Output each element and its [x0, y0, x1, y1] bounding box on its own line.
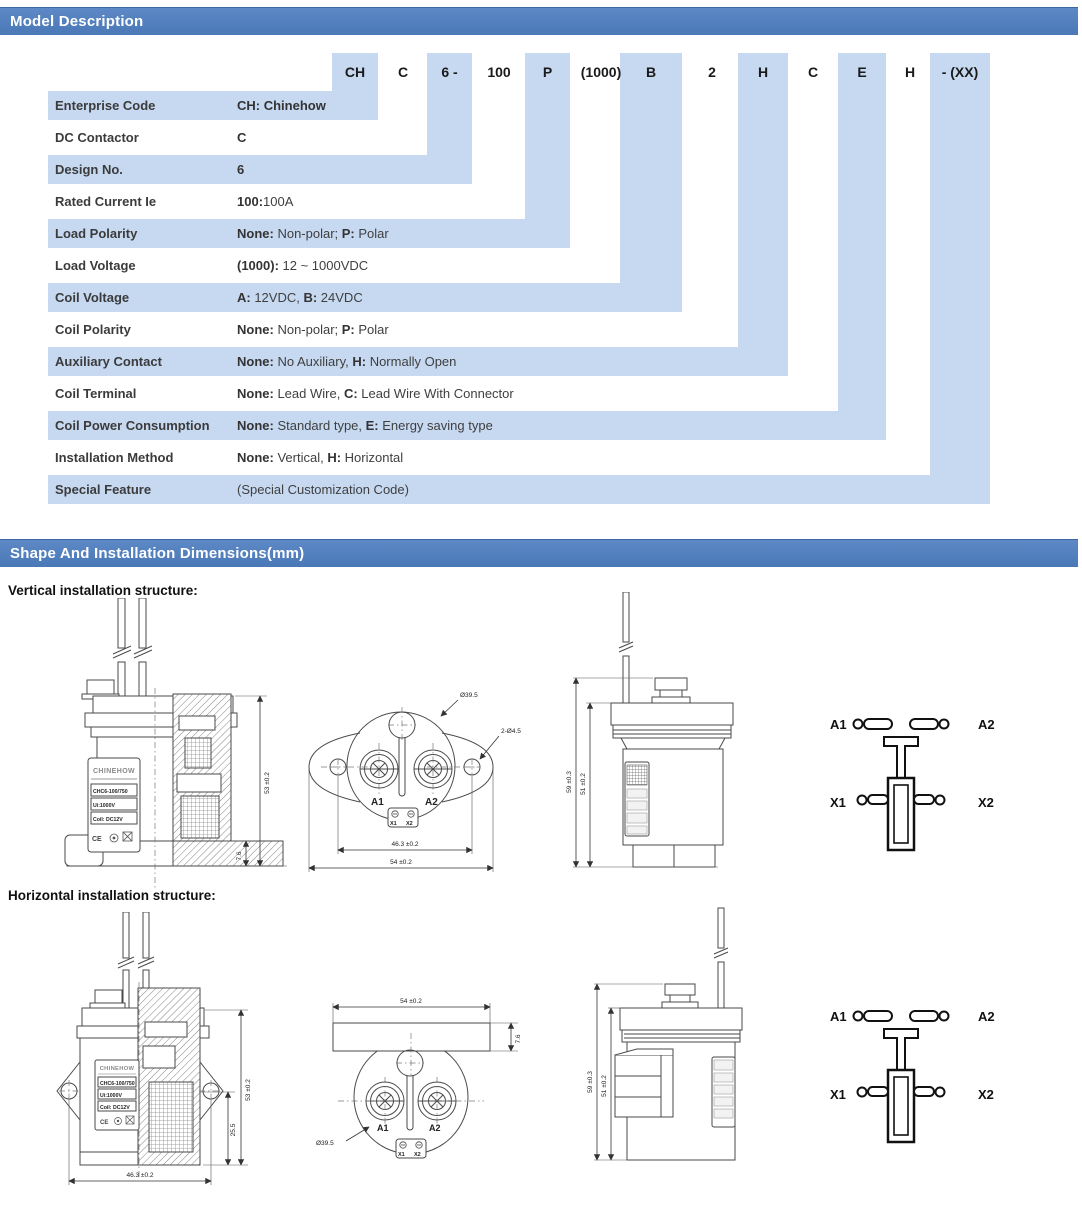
terminal-wire [619, 592, 633, 703]
dimension-7-6 [490, 1023, 522, 1051]
aux-label-x2: X2 [406, 821, 413, 827]
nameplate-brand: CHINEHOW [92, 768, 136, 775]
horizontal-structure-label: Horizontal installation structure: [8, 888, 216, 903]
model-row-label: Special Feature [55, 482, 152, 497]
model-row-label: Load Polarity [55, 226, 138, 241]
model-row-label: Design No. [55, 162, 123, 177]
model-row-label: Load Voltage [55, 258, 136, 273]
dimension-51 [580, 703, 611, 867]
symbol-label-a2: A2 [978, 1009, 995, 1024]
model-row-description: None: Non-polar; P: Polar [237, 226, 389, 241]
leader-diameter [441, 692, 478, 716]
code-part-coil-polarity: 2 [708, 64, 716, 80]
code-part-load-voltage: (1000) [580, 64, 622, 80]
dimension-label: 46.3 ±0.2 [126, 1172, 154, 1179]
housing-outline [309, 712, 493, 820]
model-row [48, 91, 998, 120]
dimension-label: Ø39.5 [460, 692, 478, 699]
model-code-diagram [48, 53, 998, 507]
model-row-description: None: No Auxiliary, H: Normally Open [237, 354, 457, 369]
terminal-label-a1: A1 [377, 1123, 389, 1133]
model-row-description: 100:100A [237, 194, 294, 209]
dimension-label: 7.6 [236, 851, 243, 861]
nameplate-coil: Coil: DC12V [93, 817, 123, 823]
model-row [48, 347, 998, 376]
model-row [48, 443, 998, 472]
model-row [48, 251, 998, 280]
section-title: Model Description [10, 13, 144, 30]
model-row [48, 283, 998, 312]
dimension-label: 59 ±0.3 [587, 1071, 594, 1093]
model-row-label: Coil Terminal [55, 386, 137, 401]
section-hatching [138, 988, 200, 1165]
model-row-description: A: 12VDC, B: 24VDC [237, 290, 363, 305]
model-row [48, 123, 998, 152]
nameplate-voltage: Ui:1000V [93, 803, 115, 809]
leader-diameter [316, 1127, 369, 1147]
code-part-enterprise: CH [344, 64, 366, 80]
symbol-label-a1: A1 [830, 1009, 847, 1024]
aux-label-x1: X1 [398, 1152, 405, 1158]
nameplate-brand: CHINEHOW [99, 1066, 135, 1072]
horizontal-top-view-drawing [308, 975, 548, 1205]
model-row-description: None: Non-polar; P: Polar [237, 322, 389, 337]
model-row-label: Coil Power Consumption [55, 418, 210, 433]
mounting-flange [333, 1023, 490, 1051]
nameplate [88, 758, 140, 852]
dimension-label: 53 ±0.2 [245, 1079, 252, 1101]
nameplate-coil: Coil: DC12V [100, 1105, 130, 1111]
model-row [48, 411, 998, 440]
symbol-label-x1: X1 [830, 795, 846, 810]
main-terminals [360, 750, 452, 788]
terminal-label-a2: A2 [429, 1123, 441, 1133]
model-row [48, 315, 998, 344]
aux-terminal-block [396, 1139, 426, 1158]
terminal-wire [714, 908, 728, 1008]
dimension-label: 54 ±0.2 [400, 998, 422, 1005]
mini-nameplate [712, 1057, 735, 1127]
dimension-label: Ø39.5 [316, 1140, 334, 1147]
ce-mark: CE [92, 836, 102, 843]
main-contact-symbol [854, 1011, 949, 1070]
vertical-structure-label: Vertical installation structure: [8, 583, 198, 598]
model-row-description: 6 [237, 162, 245, 177]
code-part-special: - (XX) [941, 64, 979, 80]
model-row-description: (Special Customization Code) [237, 482, 409, 497]
model-row-label: Auxiliary Contact [55, 354, 162, 369]
model-row-label: Enterprise Code [55, 98, 156, 113]
mounting-bracket [615, 1049, 673, 1117]
vertical-section-drawing [55, 598, 295, 890]
code-part-coil-voltage: B [645, 64, 657, 80]
nameplate [95, 1060, 139, 1130]
dimension-54 [333, 998, 490, 1023]
horizontal-circuit-symbol [818, 977, 1028, 1149]
centerlines [321, 707, 481, 797]
terminal-label-a2: A2 [425, 797, 438, 808]
nameplate-model: CHC6-100/750 [100, 1081, 135, 1087]
section-title: Shape And Installation Dimensions(mm) [10, 545, 305, 562]
model-row-label: Coil Polarity [55, 322, 131, 337]
model-row-description: None: Lead Wire, C: Lead Wire With Connector [237, 386, 514, 401]
section-header-model-description [0, 7, 1078, 35]
model-row-description: CH: Chinehow [237, 98, 326, 113]
vertical-side-view-drawing [563, 592, 781, 882]
dimension-label: 7.6 [515, 1034, 522, 1044]
code-part-coil-power: E [857, 64, 867, 80]
terminal-label-a1: A1 [371, 797, 384, 808]
vertical-top-view-drawing [305, 645, 540, 880]
model-row [48, 155, 998, 184]
model-row-description: None: Standard type, E: Energy saving type [237, 418, 493, 433]
main-contact-symbol [854, 719, 949, 778]
model-row-label: DC Contactor [55, 130, 139, 145]
horizontal-side-view-drawing [585, 900, 800, 1168]
model-row [48, 219, 998, 248]
code-part-dc-contactor: C [397, 64, 409, 80]
aux-label-x1: X1 [390, 821, 397, 827]
dimension-label: 59 ±0.3 [566, 771, 573, 793]
code-part-design-no: 6 - [441, 64, 458, 80]
nameplate-voltage: Ui:1000V [100, 1093, 122, 1099]
model-row [48, 379, 998, 408]
model-row-description: (1000): 12 ~ 1000VDC [237, 258, 369, 273]
dimension-label: 54 ±0.2 [390, 859, 412, 866]
code-part-load-polarity: P [542, 64, 553, 80]
symbol-label-x2: X2 [978, 1087, 994, 1102]
coil-symbol [858, 1070, 945, 1142]
terminal-wires [113, 598, 152, 696]
symbol-label-a2: A2 [978, 717, 995, 732]
leader-holes [480, 728, 521, 759]
model-row-label: Installation Method [55, 450, 174, 465]
model-row-description: None: Vertical, H: Horizontal [237, 450, 404, 465]
aux-terminal-block [388, 808, 418, 827]
dimension-label: 25.5 [230, 1123, 237, 1137]
mini-nameplate [625, 762, 649, 836]
dimension-label: 46.3 ±0.2 [391, 841, 419, 848]
horizontal-section-drawing [55, 912, 305, 1204]
vertical-circuit-symbol [818, 685, 1028, 857]
model-row-label: Rated Current Ie [55, 194, 157, 209]
model-row [48, 187, 998, 216]
model-row [48, 475, 998, 504]
dimension-label: 2-Ø4.5 [501, 728, 521, 735]
symbol-label-a1: A1 [830, 717, 847, 732]
dimension-label: 51 ±0.2 [580, 773, 587, 795]
coil-symbol [858, 778, 945, 850]
aux-label-x2: X2 [414, 1152, 421, 1158]
model-row-description: C [237, 130, 247, 145]
symbol-label-x2: X2 [978, 795, 994, 810]
code-part-rated-current: 100 [487, 64, 511, 80]
dimension-label: 53 ±0.2 [264, 772, 271, 794]
ce-mark: CE [100, 1120, 109, 1126]
code-part-aux-contact: H [757, 64, 769, 80]
code-part-coil-terminal: C [807, 64, 819, 80]
dimension-label: 51 ±0.2 [601, 1075, 608, 1097]
symbol-label-x1: X1 [830, 1087, 846, 1102]
model-row-label: Coil Voltage [55, 290, 130, 305]
section-header-dimensions [0, 539, 1078, 567]
nameplate-model: CHC6-100/750 [93, 789, 128, 795]
code-part-installation: H [904, 64, 916, 80]
